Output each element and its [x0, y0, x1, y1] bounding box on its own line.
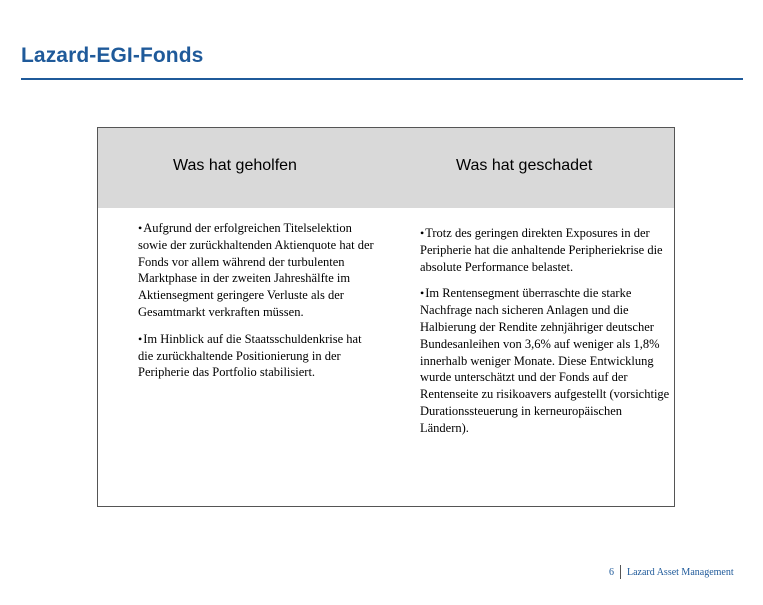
hurt-item-text: Im Rentensegment überraschte die starke Nachfrage nach sicheren Anlagen und die Halbierung der Rendite zehnjähriger deutscher Bundesanleihen von 3,6% auf weniger als 1,8% innerhalb weniger Monate. Diese Entwicklung wurde unterschätzt und der Fonds auf der Rentenseite zu risikoavers aufgestellt (vorsichtige Durationssteuerung in kerneuropäischen Ländern).	[420, 286, 670, 435]
hurt-item-text: Trotz des geringen direkten Exposures in der Peripherie hat die anhaltende Peripheriekrise die absolute Performance belastet.	[420, 226, 663, 274]
title-divider	[21, 78, 743, 80]
helped-item	[138, 331, 378, 381]
helped-column	[138, 220, 378, 391]
bullet-icon: •	[138, 331, 143, 346]
bullet-icon: •	[420, 226, 425, 240]
page-number: 6	[609, 566, 614, 578]
bullet-icon: •	[420, 286, 425, 301]
helped-item	[138, 220, 378, 321]
comparison-table	[97, 127, 675, 507]
helped-item-text: Aufgrund der erfolgreichen Titelselektion sowie der zurückhaltenden Aktienquote hat der Fonds vor allem während der turbulenten Marktphase in der zweiten Jahreshälfte im Aktiensegment geringere Verluste als der Gesamtmarkt verkraften müssen.	[138, 221, 374, 319]
heading-helped: Was hat geholfen	[173, 157, 297, 174]
hurt-column	[420, 225, 672, 447]
hurt-item	[420, 285, 672, 436]
table-header	[98, 128, 674, 208]
hurt-item	[420, 225, 672, 275]
bullet-icon: •	[138, 221, 143, 235]
company-name: Lazard Asset Management	[627, 566, 734, 578]
heading-hurt: Was hat geschadet	[456, 157, 593, 174]
footer	[609, 565, 734, 579]
helped-item-text: Im Hinblick auf die Staatsschuldenkrise hat die zurückhaltende Positionierung in der Peripherie das Portfolio stabilisiert.	[138, 331, 362, 380]
slide-title: Lazard-EGI-Fonds	[21, 44, 204, 67]
footer-divider	[620, 565, 621, 579]
